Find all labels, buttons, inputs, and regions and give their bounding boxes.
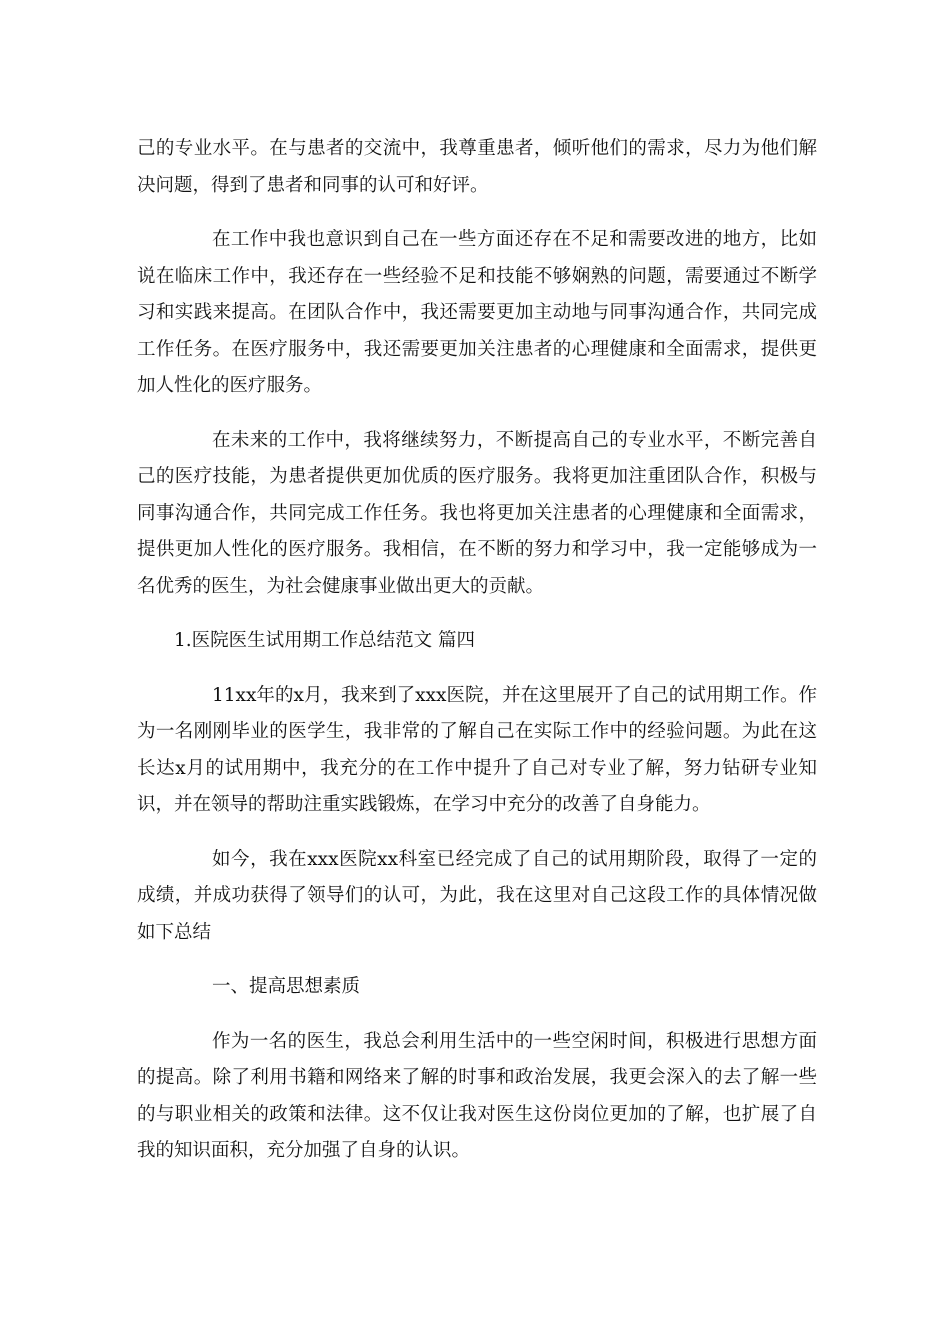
- paragraph-ideology: 作为一名的医生，我总会利用生活中的一些空闲时间，积极进行思想方面的提高。除了利用书籍和网络来了解的时事和政治发展，我更会深入的去了解一些的与职业相关的政策和法律。这不仅让我对医生这份岗位更加的了解，也扩展了自我的知识面积，充分加强了自身的认识。: [137, 1030, 817, 1161]
- paragraph-summary-lead: 如今，我在xxx医院xx科室已经完成了自己的试用期阶段，取得了一定的成绩，并成功获得了领导们的认可，为此，我在这里对自己这段工作的具体情况做如下总结: [137, 848, 817, 943]
- section-title-part-four: 1.医院医生试用期工作总结范文 篇四: [174, 630, 476, 651]
- paragraph-continuation: 己的专业水平。在与患者的交流中，我尊重患者，倾听他们的需求，尽力为他们解决问题，得到了患者和同事的认可和好评。: [137, 138, 817, 196]
- paragraph-intro: 11xx年的x月，我来到了xxx医院，并在这里展开了自己的试用期工作。作为一名刚刚毕业的医学生，我非常的了解自己在实际工作中的经验问题。为此在这长达x月的试用期中，我充分的在工作中提升了自己对专业了解，努力钻研专业知识，并在领导的帮助注重实践锻炼，在学习中充分的改善了自身能力。: [137, 684, 817, 815]
- paragraph-shortcomings: 在工作中我也意识到自己在一些方面还存在不足和需要改进的地方，比如说在临床工作中，我还存在一些经验不足和技能不够娴熟的问题，需要通过不断学习和实践来提高。在团队合作中，我还需要更加主动地与同事沟通合作，共同完成工作任务。在医疗服务中，我还需要更加关注患者的心理健康和全面需求，提供更加人性化的医疗服务。: [137, 229, 817, 396]
- paragraph-future-work: 在未来的工作中，我将继续努力，不断提高自己的专业水平，不断完善自己的医疗技能，为患者提供更加优质的医疗服务。我将更加注重团队合作，积极与同事沟通合作，共同完成工作任务。我也将更加关注患者的心理健康和全面需求，提供更加人性化的医疗服务。我相信，在不断的努力和学习中，我一定能够成为一名优秀的医生，为社会健康事业做出更大的贡献。: [137, 429, 817, 597]
- document-body: [137, 131, 817, 1188]
- subheading-ideology: 一、提高思想素质: [212, 976, 361, 997]
